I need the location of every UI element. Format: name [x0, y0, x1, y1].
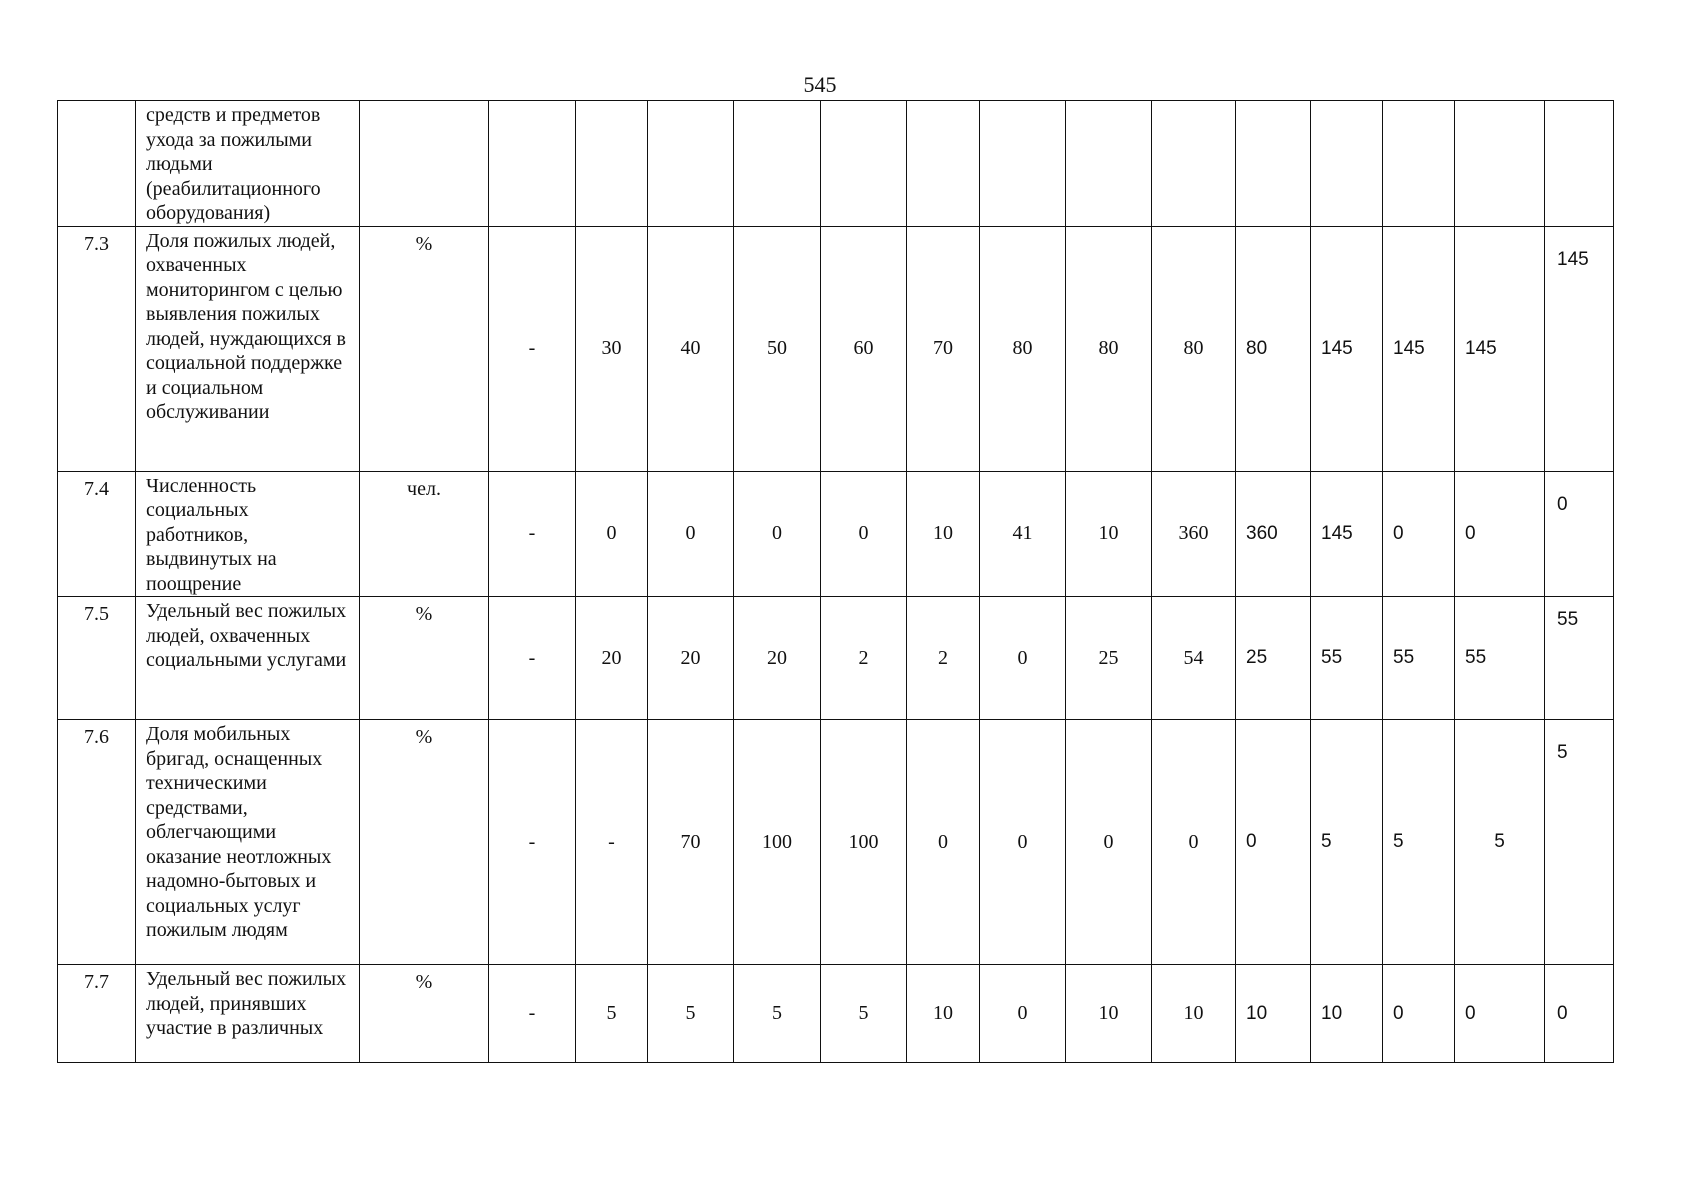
indicator-name: Численность социальных работников, выдвинутых на поощрение: [136, 471, 360, 597]
value-cell: 0: [980, 720, 1066, 965]
value-cell: [648, 101, 734, 227]
value-cell: -: [489, 597, 576, 720]
value-cell: 5: [576, 965, 648, 1063]
row-number: 7.5: [58, 597, 136, 720]
indicator-name: Доля мобильных бригад, оснащенных техническими средствами, облегчающими оказание неотложных надомно-бытовых и социальных услуг пожилым людям: [136, 720, 360, 965]
value-cell: [907, 101, 980, 227]
value-cell: -: [489, 226, 576, 471]
table-row: [58, 226, 1614, 471]
value-cell: 40: [648, 226, 734, 471]
value-cell: 80: [1236, 226, 1311, 471]
value-cell: 0: [980, 597, 1066, 720]
value-cell: -: [576, 720, 648, 965]
value-cell: 55: [1383, 597, 1455, 720]
value-cell: 80: [980, 226, 1066, 471]
value-cell: 55: [1545, 597, 1614, 720]
value-cell: 80: [1066, 226, 1152, 471]
value-cell: 10: [1152, 965, 1236, 1063]
value-cell: [1545, 101, 1614, 227]
value-cell: 0: [1152, 720, 1236, 965]
value-cell: [734, 101, 821, 227]
value-cell: 0: [980, 965, 1066, 1063]
value-cell: 70: [648, 720, 734, 965]
value-cell: 80: [1152, 226, 1236, 471]
value-cell: 20: [734, 597, 821, 720]
unit: [360, 101, 489, 227]
row-number: [58, 101, 136, 227]
value-cell: 55: [1455, 597, 1545, 720]
value-cell: 0: [1455, 471, 1545, 597]
value-cell: -: [489, 720, 576, 965]
row-number: 7.4: [58, 471, 136, 597]
value-cell: 0: [576, 471, 648, 597]
value-cell: 360: [1152, 471, 1236, 597]
value-cell: 5: [1311, 720, 1383, 965]
table-row: [58, 965, 1614, 1063]
row-number: 7.6: [58, 720, 136, 965]
value-cell: 10: [907, 965, 980, 1063]
value-cell: 100: [734, 720, 821, 965]
value-cell: 2: [907, 597, 980, 720]
value-cell: 0: [1545, 471, 1614, 597]
value-cell: 0: [1383, 471, 1455, 597]
value-cell: 54: [1152, 597, 1236, 720]
value-cell: 0: [1236, 720, 1311, 965]
unit: %: [360, 965, 489, 1063]
value-cell: 50: [734, 226, 821, 471]
value-cell: [1066, 101, 1152, 227]
value-cell: 2: [821, 597, 907, 720]
value-cell: 5: [821, 965, 907, 1063]
value-cell: [980, 101, 1066, 227]
value-cell: 0: [1455, 965, 1545, 1063]
value-cell: 0: [1383, 965, 1455, 1063]
indicators-table: [57, 100, 1614, 1063]
value-cell: 0: [1545, 965, 1614, 1063]
value-cell: [489, 101, 576, 227]
indicator-name: Удельный вес пожилых людей, принявших участие в различных: [136, 965, 360, 1063]
value-cell: 20: [648, 597, 734, 720]
value-cell: -: [489, 471, 576, 597]
value-cell: [1383, 101, 1455, 227]
row-number: 7.7: [58, 965, 136, 1063]
value-cell: 55: [1311, 597, 1383, 720]
table-row: [58, 597, 1614, 720]
unit: %: [360, 597, 489, 720]
value-cell: [821, 101, 907, 227]
value-cell: 25: [1066, 597, 1152, 720]
value-cell: 10: [1066, 471, 1152, 597]
value-cell: 5: [1383, 720, 1455, 965]
value-cell: 145: [1545, 226, 1614, 471]
value-cell: 60: [821, 226, 907, 471]
value-cell: 5: [1455, 720, 1545, 965]
value-cell: [576, 101, 648, 227]
value-cell: [1152, 101, 1236, 227]
value-cell: 0: [821, 471, 907, 597]
value-cell: 25: [1236, 597, 1311, 720]
value-cell: 10: [1236, 965, 1311, 1063]
value-cell: 10: [907, 471, 980, 597]
value-cell: 5: [648, 965, 734, 1063]
value-cell: 0: [734, 471, 821, 597]
row-number: 7.3: [58, 226, 136, 471]
value-cell: 145: [1455, 226, 1545, 471]
indicator-name: средств и предметов ухода за пожилыми людьми (реабилитационного оборудования): [136, 101, 360, 227]
indicator-name: Доля пожилых людей, охваченных мониторингом с целью выявления пожилых людей, нуждающихся в социальной поддержке и социальном обслуживании: [136, 226, 360, 471]
value-cell: 145: [1311, 471, 1383, 597]
indicator-name: Удельный вес пожилых людей, охваченных социальными услугами: [136, 597, 360, 720]
value-cell: 0: [648, 471, 734, 597]
value-cell: 145: [1383, 226, 1455, 471]
unit: %: [360, 720, 489, 965]
value-cell: 5: [1545, 720, 1614, 965]
value-cell: 10: [1066, 965, 1152, 1063]
value-cell: 41: [980, 471, 1066, 597]
unit: чел.: [360, 471, 489, 597]
value-cell: -: [489, 965, 576, 1063]
value-cell: 70: [907, 226, 980, 471]
value-cell: 100: [821, 720, 907, 965]
value-cell: 0: [1066, 720, 1152, 965]
value-cell: 145: [1311, 226, 1383, 471]
value-cell: [1236, 101, 1311, 227]
table-row: [58, 101, 1614, 227]
value-cell: 10: [1311, 965, 1383, 1063]
value-cell: 20: [576, 597, 648, 720]
value-cell: 5: [734, 965, 821, 1063]
table-row: [58, 471, 1614, 597]
value-cell: 360: [1236, 471, 1311, 597]
page-number: 545: [803, 72, 837, 97]
value-cell: 30: [576, 226, 648, 471]
value-cell: [1311, 101, 1383, 227]
value-cell: 0: [907, 720, 980, 965]
table-row: [58, 720, 1614, 965]
unit: %: [360, 226, 489, 471]
value-cell: [1455, 101, 1545, 227]
